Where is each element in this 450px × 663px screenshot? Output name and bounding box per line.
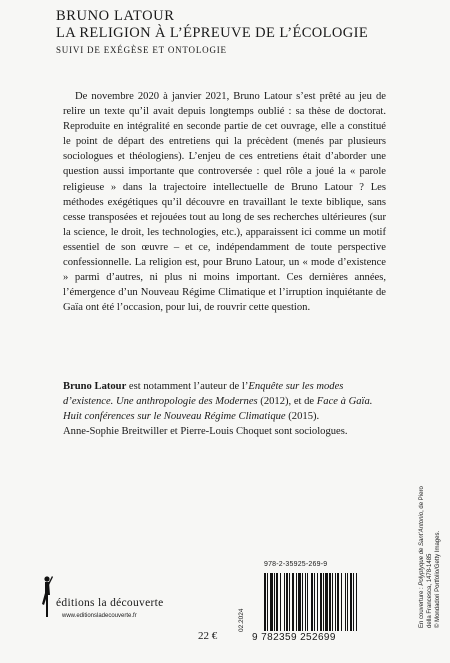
barcode-digits: 9 782359 252699 [252, 632, 336, 643]
author-name: BRUNO LATOUR [56, 8, 175, 24]
bio-text-3: (2015). [285, 411, 320, 423]
book-subtitle: SUIVI DE EXÉGÈSE ET ONTOLOGIE [56, 45, 227, 55]
bio-work-2: Face à Gaïa. Huit conférences sur le Nouveau Régime Climatique [63, 396, 373, 423]
date-code: 02.2024 [238, 608, 245, 632]
credit-prefix: En couverture : [419, 585, 425, 628]
book-title: LA RELIGION À L’ÉPREUVE DE L’ÉCOLOGIE [56, 25, 369, 41]
bio-author-name: Bruno Latour [63, 381, 127, 392]
credit-work: Polyptyque de Sant’Antonio [419, 511, 425, 586]
publisher-url: www.editionsladecouverte.fr [62, 613, 137, 619]
barcode [262, 573, 390, 631]
bio-coauthors: Anne-Sophie Breitwiller et Pierre-Louis Choquet sont sociologues. [63, 426, 348, 438]
price: 22 € [198, 630, 218, 642]
credit-rest: , de Piero della Francesca, 1478-1485 [419, 486, 433, 628]
bio-work-1: Enquête sur les modes d’existence. Une anthropologie des Modernes [63, 381, 344, 408]
cover-credit [418, 473, 442, 628]
blurb [63, 89, 386, 315]
author-bio [63, 379, 386, 439]
isbn: 978-2-35925-269-9 [264, 561, 328, 568]
publisher-name: éditions la découverte [56, 597, 164, 609]
credit-copyright: © Mondadori Portfolio/Getty Images. [435, 530, 441, 628]
bio-text-1: est notamment l’auteur de l’ [126, 381, 249, 392]
publisher-logo-icon [39, 575, 53, 619]
book-header [56, 8, 416, 56]
bio-text-2: (2012), et de [257, 396, 317, 408]
blurb-paragraph: De novembre 2020 à janvier 2021, Bruno Latour s’est prêté au jeu de relire un texte qu’il avait depuis longtemps oublié : sa thèse de doctorat. Reproduite en intégralité en seconde partie de cet ouvrage, elle a constitué le point de départ des entretiens qui la précèdent (menés par plusieurs sociologues et théologiens). L’enjeu de ces entretiens était d’aborder une question aussi importante que controversée : quel rôle a joué la « parole religieuse » dans la trajectoire intellectuelle de Bruno Latour ? Les méthodes exégétiques qu’il découvre en travaillant le texte biblique, sans cesse transposées et rejouées tout au long de ses recherches ultérieures (sur la science, le droit, les technologies, etc.), apparaissent ici comme un motif essentiel de son œuvre – et ce, indépendamment de toute perspective confessionnelle. La religion est, pour Bruno Latour, un « mode d’existence » parmi d’autres, ni plus ni moins important. Ces dernières années, l’émergence d’un Nouveau Régime Climatique et l’irruption inquiétante de Gaïa ont été l’occasion, pour lui, de rouvrir cette question. [63, 91, 386, 314]
